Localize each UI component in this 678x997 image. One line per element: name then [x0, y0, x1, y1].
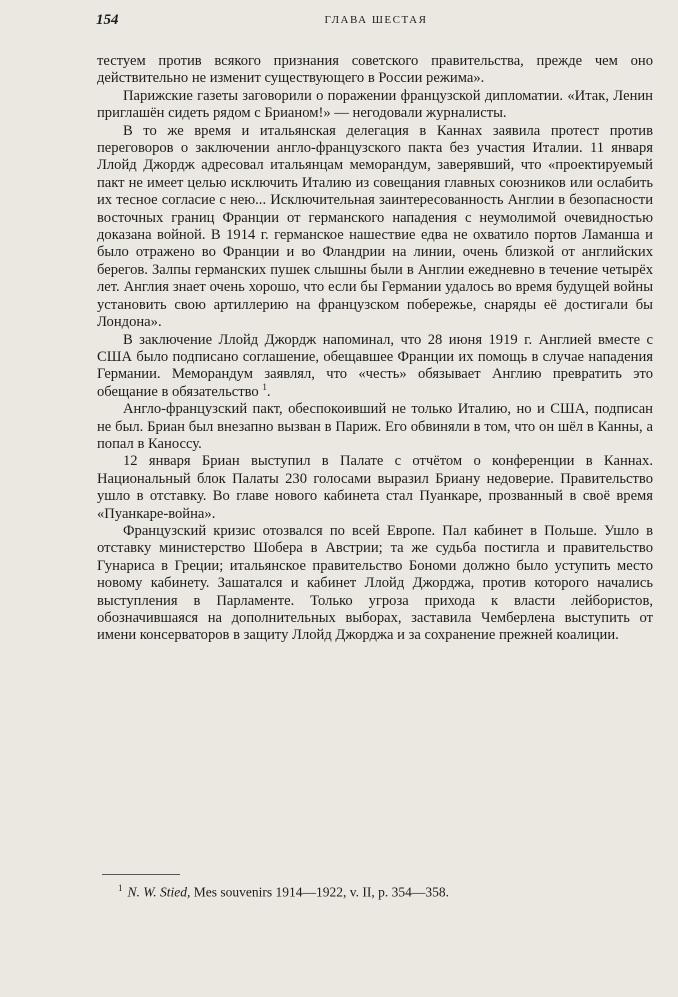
paragraph: Англо-французский пакт, обеспокоивший не только Италию, но и США, подписан не был. Бриан был внезапно вызван в Париж. Его обвиняли в том, что он шёл в Канны, а попал в Каноссу.: [97, 401, 653, 452]
paragraph: Французский кризис отозвался по всей Европе. Пал кабинет в Польше. Ушло в отставку министерство Шобера в Австрии; та же судьба постигла и правительство Гунариса в Греции; итальянское правительство Бономи должно было уступить место новому кабинету. Зашатался и кабинет Ллойд Джорджа, против которого начались выступления в Парламенте. Только угроза прихода к власти лейбористов, обозначившаяся на дополнительных выборах, заставила Чемберлена выступить от имени консерваторов в защиту Ллойд Джорджа и за сохранение прежней коалиции.: [97, 522, 653, 644]
footnote: [118, 880, 638, 901]
footnote-marker: 1: [118, 883, 123, 893]
paragraph: 12 января Бриан выступил в Палате с отчётом о конференции в Каннах. Национальный блок Палаты 230 голосами выразил Бриану недоверие. Правительство ушло в отставку. Во главе нового кабинета стал Пуанкаре, прозванный в своё время «Пуанкаре-война».: [97, 453, 653, 522]
body-text: [97, 53, 653, 645]
footnote-reference: 1: [262, 381, 267, 392]
running-head: ГЛАВА ШЕСТАЯ: [324, 14, 428, 26]
paragraph-text: В заключение Ллойд Джордж напоминал, что 28 июня 1919 г. Англией вместе с США было подписано соглашение, обещавшее Франции их помощь в случае нападения Германии. Меморандум заявлял, что «честь» обязывает Англию превратить это обещание в обязательство: [97, 331, 653, 400]
footnote-author: N. W. Stied,: [127, 884, 191, 900]
page-number: 154: [96, 12, 119, 28]
paragraph: В то же время и итальянская делегация в Каннах заявила протест против переговоров о заключении англо-французского пакта без участия Италии. 11 января Ллойд Джордж адресовал итальянцам меморандум, заверявший, что «проектируемый пакт не имеет целью исключить Италию из совещания главных союзников или ослабить их тесное согласие с нею... Исключительная заинтересованность Англии в безопасности восточных границ Франции от германского нападения с неумолимой очевидностью доказана войной. В 1914 г. германское нашествие едва не охватило портов Ламанша и было отражено во Франции и во Фландрии на линии, очень близкой от английских берегов. Залпы германских пушек слышны были в Англии ежедневно в течение четырёх лет. Англия знает очень хорошо, что если бы Германии удалось во время будущей войны установить свою артиллерию на французском побережье, снаряды её достигали бы Лондона».: [97, 122, 653, 331]
paragraph: В заключение Ллойд Джордж напоминал, что 28 июня 1919 г. Англией вместе с США было подписано соглашение, обещавшее Франции их помощь в случае нападения Германии. Меморандум заявлял, что «честь» обязывает Англию превратить это обещание в обязательство $^1$.: [97, 331, 653, 400]
paragraph: Парижские газеты заговорили о поражении французской дипломатии. «Итак, Ленин приглашён сидеть рядом с Брианом!» — негодовали журналисты.: [97, 87, 653, 122]
footnote-text: Mes souvenirs 1914—1922, v. II, p. 354—358.: [193, 884, 449, 900]
paragraph: тестуем против всякого признания советского правительства, прежде чем оно действительно не изменит существующего в России режима».: [97, 53, 653, 87]
page-header: [96, 12, 656, 34]
footnote-divider: [102, 874, 180, 875]
